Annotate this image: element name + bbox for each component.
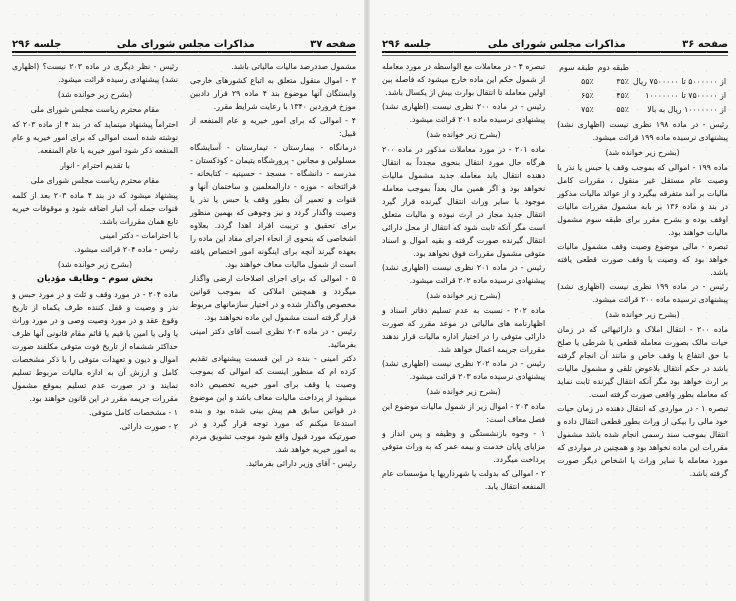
paragraph: تبصره - مالی موضوع وصیت وقف مشمول مالیات خواهد بود که وصیت یا وقف صورت قطعی یافته باشد.	[557, 242, 728, 277]
table-cell: ۳۵٪	[616, 76, 629, 86]
paragraph: احتراماً پیشنهاد مینماید که در بند ۴ از ماده ۲۰۳ که نوشته شده است اموالی که برای امور خیریه و عام المنفعه ذکر شود امور خیریه یا عام المنفعه.	[12, 120, 178, 155]
text-column	[12, 60, 178, 471]
centered-line: (بشرح زیر خوانده شد)	[57, 90, 133, 99]
table-row	[557, 74, 728, 88]
paragraph: ماده ۲۰۲ - نسبت به عدم تسلیم دفاتر اسناد و اظهارنامه های مالیاتی در موعد مقرر که صورت دارائی متوفی را در اختیار اداره مالیات قرار ندهند مقررات جریمه اعمال خواهد شد.	[382, 306, 546, 354]
paragraph: با احترامات - دکتر امینی	[99, 231, 178, 240]
table-header-cell: طبقه دوم	[597, 62, 629, 72]
page-right	[370, 0, 736, 601]
paragraph: ۵ - اموالی که برای اجرای اصلاحات ارضی واگذار میگردد و همچنین املاکی که بموجب قوانین مخصوص واگذار شده و در اختیار سازمانهای مربوط قرار گرفته است مشمول این ماده نخواهند بود.	[190, 274, 356, 322]
page-header	[12, 30, 356, 50]
paragraph: ماده ۱۹۹ - اموالی که بموجب وقف یا حبس یا نذر یا وصیت عام مستقل غیر منقول ، مقررات کامل مالیات بر آمد متفرقه بیگیرد و از عوائد مالیات مذکور در بند و ماده ۱۳۶ بر بابه مشمول مقررات مالیات اوقف بوده و بشرح مقرر برای طبقه سوم مشمول مالیات خواهند بود.	[557, 163, 728, 237]
centered-line: (بشرح زیر خوانده شد)	[426, 387, 501, 396]
paragraph: ۲ - صورت دارائی.	[119, 422, 178, 431]
table-header-cell	[631, 60, 728, 74]
paragraph: رئیس - ماده ۲۰۴ قرائت میشود.	[74, 245, 178, 254]
running-title: مذاکرات مجلس شورای ملی	[116, 39, 255, 50]
table-cell: ۴۵٪	[616, 90, 629, 100]
table-cell: از ۷۵۰۰۰۰۰ تا ۱۰۰۰۰۰۰۰	[645, 90, 726, 100]
paragraph: درمانگاه - بیمارستان - تیمارستان - آسایشگاه مسلولین و مجانین - پرورشگاه یتیمان - کودکستان - مدرسه - دانشگاه - مسجد - حسینیه - کتابخانه - قرائتخانه - موزه - دارالمعلمین و ساختمان آنها و قنوات و تعمیر آن بطور وقف یا حبس یا نذر یا وصیت واگذار گردد و نیز وجوهی که بهمین منظور برای تحقیق و تربیت افراد اهدا گردد. بعلاوه اشخاصی که بنحوی از انحاء اجرای مفاد این ماده را بعهده گیرند آنچه برای اینگونه امور اختصاص یافته است از شمول مالیات معاف خواهند بود.	[190, 143, 356, 269]
paragraph: ماده ۲۰۱ - در مورد معاملات مذکور در ماده ۲۰۰ هرگاه حال مورد انتقال بنحوی مجدداً به انتقال دهنده انتقال یابد معامله جدید مشمول مالیات نخواهد بود و اگر همین مال بعداً بموجب معامله موجود با سایر وراث انتقال گیرنده قرار گیرد انتقال جدید مجاز در ارث نبوده و مالیات متعلق است مگر آنکه ثابت شود که انتقال از محل دارائی انتقال گیرنده صورت گرفته و بقیه اموال و اسناد متوفی مشمول مقررات فوق نخواهد بود.	[382, 145, 546, 258]
section-heading: بخش سوم - وظایف مؤدیان	[36, 274, 154, 284]
paragraph: ماده ۲۰۴ - در مورد وقف و ثلث و در مورد حبس و نذر و وصیت و قفل کننده طرف یکماه از تاریخ وقوع عقد و در مورد وصیت وصی و در مورد وراث یا ولی یا امین یا قیم یا قائم مقام قانونی آنها ظرف حداکثر ششماه از تاریخ فوت متوفی مکلفند صورت اموال و دیون و تعهدات متوفی را با ذکر مشخصات کامل و ارزش آن به اداره مالیات مربوط تسلیم نمایند و در صورت عدم تسلیم بموقع مشمول مقررات جریمه مقرر در این قانون خواهند بود.	[12, 290, 179, 403]
table-row	[557, 102, 728, 116]
page-header	[382, 30, 728, 50]
page-number: صفحه ۳۷	[310, 39, 356, 50]
paragraph: رئیس - در ماده ۱۹۸ نظری نیست (اظهاری نشد) پیشنهادی نرسیده ماده ۱۹۹ قرائت میشود.	[557, 120, 728, 142]
table-cell: ۵۵٪	[616, 104, 629, 114]
text-column	[382, 60, 545, 494]
paragraph: رئیس - در ماده ۲۰۲ نظری نیست (اظهاری نشد) پیشنهادی نرسیده ماده ۲۰۳ قرائت میشود.	[382, 359, 546, 381]
paragraph: رئیس - در ماده ۲۰۱ نظری نیست (اظهاری نشد) پیشنهادی نرسیده ماده ۲۰۲ قرائت میشود.	[382, 263, 546, 285]
paragraph: تبصره ۱ - در مواردی که انتقال دهنده در زمان حیات خود مالی را بیکی از وراث بطور قطعی انتقال داده و انتقال بموجب سند رسمی انجام شده باشد مشمول مقررات این ماده نخواهد بود و همچنین در مواردی که مورد معامله با سایر وراث یا اشخاص دیگر صورت گرفته باشد.	[557, 404, 728, 478]
paragraph: ۱ - مشخصات کامل متوفی.	[88, 408, 178, 417]
paragraph: ماده ۲۰۳ - اموال زیر از شمول مالیات موضوع این فصل معاف است:	[382, 402, 546, 424]
paragraph: تبصره ۴ - در معاملات مع الواسطه در مورد معامله از شمول حکم این ماده خارج میشود که فاصله بین اولین معامله تا انتقال بوارث بیش از یکسال باشد.	[382, 62, 546, 97]
paragraph: ۳ - اموال منقول متعلق به اتباع کشورهای خارجی وابستگان آنها موضوع بند ۴ ماده ۲۹ قرار دادبین موزخ فروردین ۱۳۴۰ با رعایت شرایط مقرر.	[190, 76, 356, 111]
text-column	[190, 60, 356, 471]
paragraph: رئیس - نظر دیگری در ماده ۲۰۳ نیست؟ (اظهاری نشد) پیشنهادی رسیده قرائت میشود.	[12, 62, 178, 84]
header-rule-thin	[382, 55, 728, 56]
paragraph: رئیس - در ماده ۲۰۳ نظری است آقای دکتر امینی بفرمائید.	[190, 327, 356, 349]
text-columns	[12, 60, 356, 471]
paragraph: ۲ - اموالی که بدولت یا شهرداریها یا مؤسسات عام المنفعه انتقال یابد.	[382, 469, 546, 491]
text-columns	[382, 60, 728, 494]
header-rule	[12, 51, 356, 53]
session-number: جلسه ۲۹۶	[382, 39, 432, 50]
paragraph: رئیس - آقای وزیر دارائی بفرمائید.	[245, 459, 356, 468]
centered-line: (بشرح زیر خوانده شد)	[605, 148, 680, 157]
table-cell: از ۵۰۰۰۰۰۰ تا ۷۵۰۰۰۰۰ ریال	[632, 76, 726, 86]
centered-line: (بشرح زیر خوانده شد)	[426, 130, 501, 139]
header-rule-thin	[12, 55, 356, 56]
centered-line: (بشرح زیر خوانده شد)	[605, 310, 680, 319]
paragraph: رئیس - در ماده ۲۰۰ نظری نیست (اظهاری نشد) پیشنهادی نرسیده ماده ۲۰۱ قرائت میشود.	[382, 102, 546, 124]
centered-line: مقام محترم ریاست مجلس شورای ملی	[30, 176, 160, 185]
table-header-cell: طبقه سوم	[559, 62, 594, 72]
table-cell: ۶۵٪	[581, 90, 594, 100]
running-title: مذاکرات مجلس شورای ملی	[487, 39, 626, 50]
page-left	[0, 0, 364, 601]
centered-line: با تقدیم احترام - انوار	[60, 161, 130, 170]
session-number: جلسه ۲۹۶	[12, 39, 62, 50]
paragraph: پیشنهاد میشود که در بند ۴ ماده ۲۰۳ بعد از کلمه قنوات جمله آب انبار اضافه شود و موقوفات خیریه تابع همان مقررات باشد.	[12, 191, 178, 226]
paragraph: رئیس - در ماده ۱۹۹ نظری نیست (اظهاری نشد) پیشنهادی نرسیده ماده ۲۰۰ قرائت میشود.	[557, 282, 728, 304]
page-number: صفحه ۳۶	[682, 39, 728, 50]
table-cell: از ۱۰۰۰۰۰۰۰ ریال به بالا	[647, 104, 726, 114]
centered-line: (بشرح زیر خوانده شد)	[57, 260, 133, 269]
table-row	[557, 88, 728, 102]
text-column	[557, 60, 728, 494]
centered-line: (بشرح زیر خوانده شد)	[426, 291, 501, 300]
paragraph: دکتر امینی - بنده در این قسمت پیشنهادی تقدیم کرده ام که منظور اینست که اموالی که بموجب وصیت یا وقف برای امور خیریه تخصیص داده میشود از پرداخت مالیات معاف باشد و این موضوع در قوانین سابق هم پیش بینی شده بود و بنده استدعا میکنم که مورد توجه قرار گیرد و در صورتیکه مورد قبول واقع شود موجب تشویق مردم به امور خیریه خواهد شد.	[190, 354, 356, 454]
table-cell: ۷۵٪	[581, 104, 594, 114]
table-header-row	[557, 60, 728, 74]
header-rule	[382, 51, 728, 53]
paragraph: ۱ - وجوه بازنشستگی و وظیفه و پس انداز و مزایای پایان خدمت و بیمه عمر که به وراث متوفی پرداخت میگردد.	[382, 429, 546, 464]
paragraph: ۴ - اموالی که برای امور خیریه و عام المنفعه از قبیل:	[190, 116, 356, 138]
paragraph: مشمول صددرصد مالیات مالیاتی باشد.	[231, 62, 356, 71]
tax-rate-table	[557, 60, 728, 116]
table-cell: ۵۵٪	[581, 76, 594, 86]
centered-line: مقام محترم ریاست مجلس شورای ملی	[30, 105, 160, 114]
paragraph: ماده ۲۰۰ - انتقال املاک و دارائیهائی که در زمان حیات مالک بصورت معامله قطعی یا شرطی یا صلح با حق انتفاع یا وقف خاص و مانند آن انجام گرفته باشد در حکم انتقال بلاعوض تلقی و مشمول مالیات بر ارث خواهد بود مگر آنکه انتقال گیرنده ثابت نماید که معامله بطور واقعی صورت گرفته است.	[557, 325, 728, 399]
